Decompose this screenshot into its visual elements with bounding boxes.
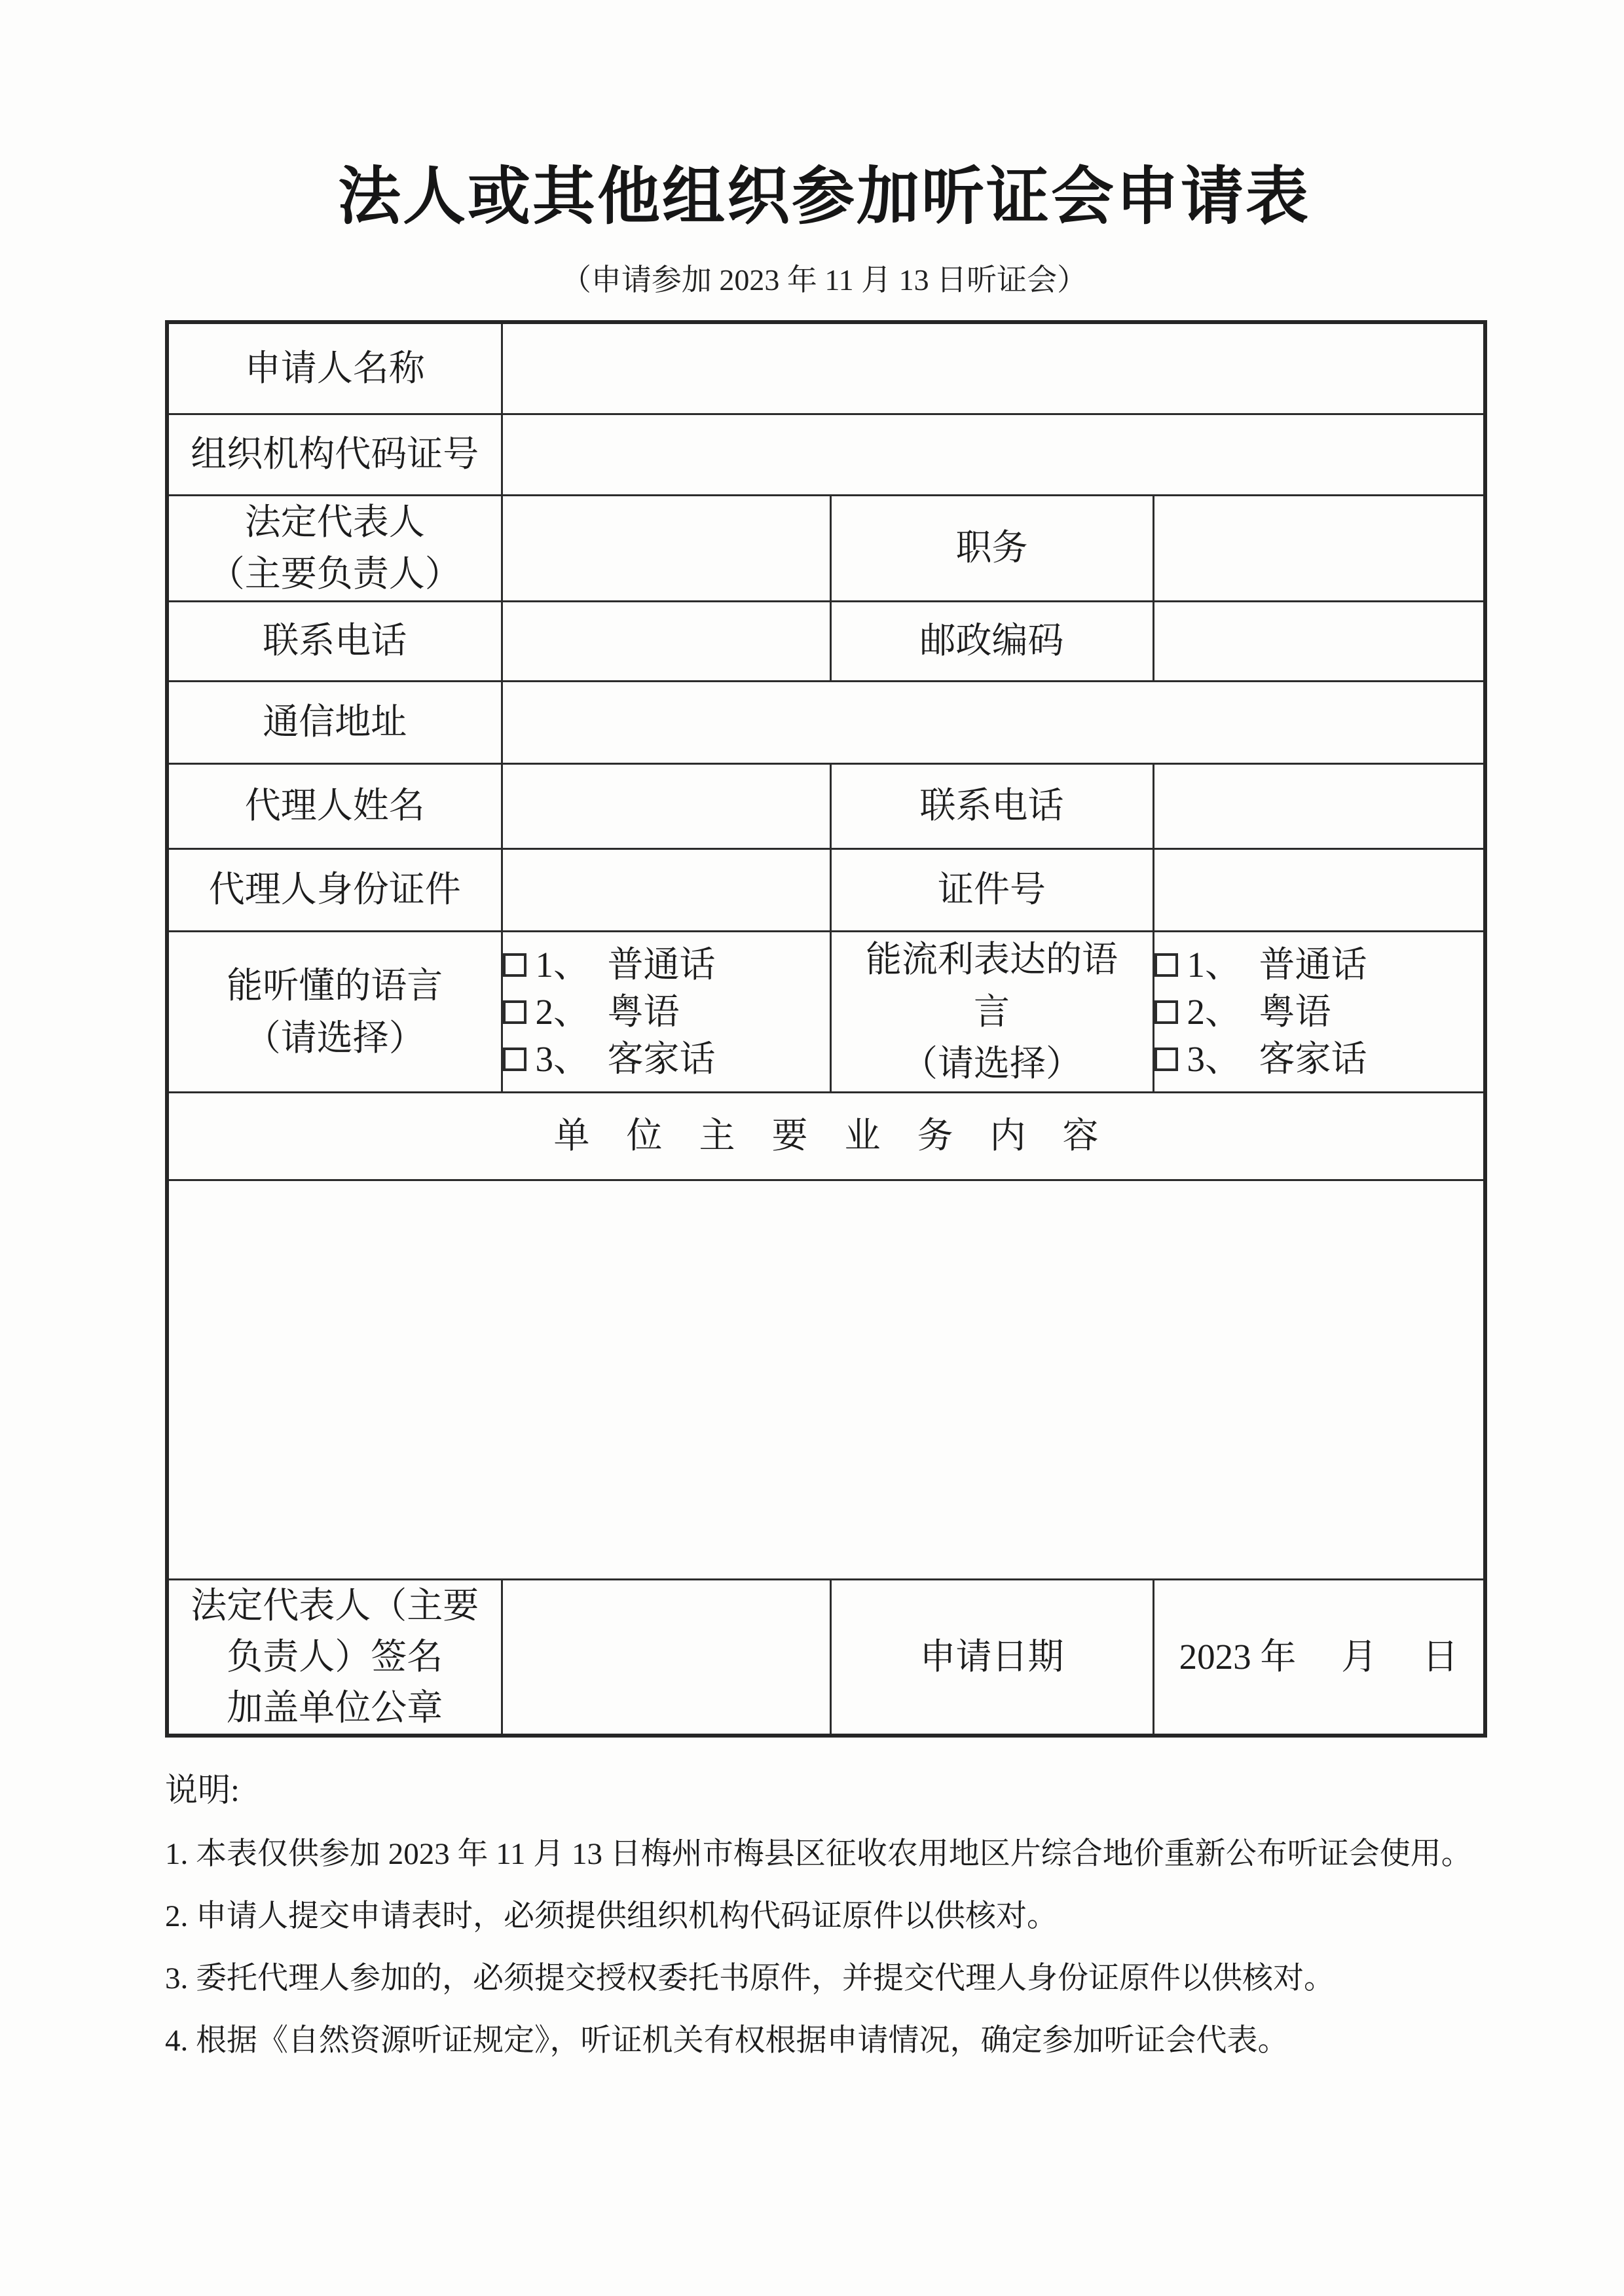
notes-heading: 说明:: [165, 1772, 240, 1809]
understand-language-label: 能听懂的语言 （请选择）: [167, 932, 502, 1093]
understand-option-cantonese[interactable]: 2、 粤语: [503, 994, 830, 1030]
agent-id-field[interactable]: [502, 849, 830, 932]
position-field[interactable]: [1153, 495, 1485, 602]
row-languages: [167, 932, 1485, 1093]
phone-field[interactable]: [502, 602, 830, 682]
signature-label: 法定代表人（主要 负责人）签名 加盖单位公章: [167, 1580, 502, 1736]
checkbox-icon[interactable]: [503, 953, 526, 977]
checkbox-icon[interactable]: [503, 1000, 526, 1024]
document-subtitle: （申请参加 2023 年 11 月 13 日听证会）: [561, 263, 1088, 297]
phone-label: 联系电话: [167, 602, 502, 682]
row-phone: [167, 602, 1485, 682]
speak-option-hakka[interactable]: 3、 客家话: [1154, 1041, 1484, 1077]
applicant-name-field[interactable]: [502, 322, 1485, 414]
row-agent-name: [167, 764, 1485, 849]
position-label: 职务: [830, 495, 1153, 602]
applicant-name-label: 申请人名称: [167, 322, 502, 414]
agent-name-field[interactable]: [502, 764, 830, 849]
agent-phone-label: 联系电话: [830, 764, 1153, 849]
apply-date-value: 2023 年 月 日: [1153, 1580, 1485, 1736]
postal-code-label: 邮政编码: [830, 602, 1153, 682]
agent-id-number-field[interactable]: [1153, 849, 1485, 932]
note-item-4: 4. 根据《自然资源听证规定》，听证机关有权根据申请情况，确定参加听证会代表。: [165, 2023, 1289, 2058]
agent-id-number-label: 证件号: [830, 849, 1153, 932]
row-signature-date: [167, 1580, 1485, 1736]
postal-code-field[interactable]: [1153, 602, 1485, 682]
address-label: 通信地址: [167, 682, 502, 764]
row-legal-rep: [167, 495, 1485, 602]
apply-date-label: 申请日期: [830, 1580, 1153, 1736]
application-form-table: [165, 320, 1487, 1738]
checkbox-icon[interactable]: [1154, 953, 1178, 977]
checkbox-icon[interactable]: [1154, 1048, 1178, 1071]
row-agent-id: [167, 849, 1485, 932]
business-content-header: 单位主要业务内容: [167, 1093, 1485, 1180]
row-address: [167, 682, 1485, 764]
understand-option-hakka[interactable]: 3、 客家话: [503, 1041, 830, 1077]
signature-field[interactable]: [502, 1580, 830, 1736]
document-title: 法人或其他组织参加听证会申请表: [338, 162, 1310, 232]
org-code-field[interactable]: [502, 414, 1485, 495]
notes-section: [165, 1769, 1514, 2060]
page-content: [165, 0, 1483, 2060]
agent-phone-field[interactable]: [1153, 764, 1485, 849]
row-business-header: [167, 1093, 1485, 1180]
legal-rep-label: 法定代表人 （主要负责人）: [167, 495, 502, 602]
speak-option-putonghua[interactable]: 1、 普通话: [1154, 947, 1484, 983]
note-item-2: 2. 申请人提交申请表时，必须提供组织机构代码证原件以供核对。: [165, 1899, 1058, 1934]
address-field[interactable]: [502, 682, 1485, 764]
org-code-label: 组织机构代码证号: [167, 414, 502, 495]
checkbox-icon[interactable]: [503, 1048, 526, 1071]
row-applicant-name: [167, 322, 1485, 414]
speak-option-cantonese[interactable]: 2、 粤语: [1154, 994, 1484, 1030]
legal-rep-field[interactable]: [502, 495, 830, 602]
understand-language-options: [502, 932, 830, 1093]
row-org-code: [167, 414, 1485, 495]
note-item-1: 1. 本表仅供参加 2023 年 11 月 13 日梅州市梅县区征收农用地区片综合地价重新公布听证会使用。: [165, 1837, 1472, 1872]
note-item-3: 3. 委托代理人参加的，必须提交授权委托书原件，并提交代理人身份证原件以供核对。: [165, 1961, 1335, 1995]
row-business-content: [167, 1180, 1485, 1580]
speak-language-options: [1153, 932, 1485, 1093]
speak-language-label: 能流利表达的语 言 （请选择）: [830, 932, 1153, 1093]
understand-option-putonghua[interactable]: 1、 普通话: [503, 947, 830, 983]
agent-id-label: 代理人身份证件: [167, 849, 502, 932]
checkbox-icon[interactable]: [1154, 1000, 1178, 1024]
business-content-field[interactable]: [167, 1180, 1485, 1580]
agent-name-label: 代理人姓名: [167, 764, 502, 849]
